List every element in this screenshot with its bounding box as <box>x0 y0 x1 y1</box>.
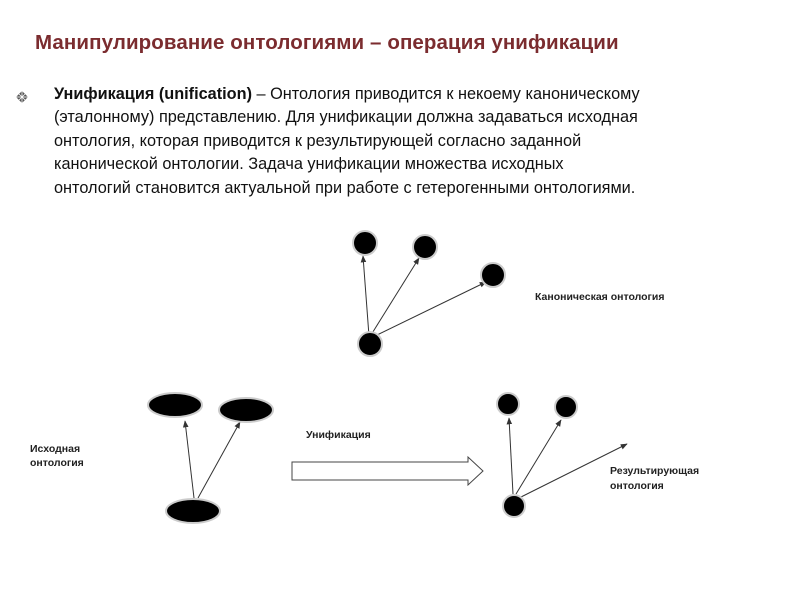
source-edge-1 <box>185 421 194 498</box>
unification-label: Унификация <box>306 429 371 441</box>
canonical-edge-2 <box>371 258 419 335</box>
canonical-edge-1 <box>363 256 369 336</box>
paragraph-line-5: онтологий становится актуальной при работе с гетерогенными онтологиями. <box>54 178 636 197</box>
result-node <box>497 393 519 415</box>
result-node <box>555 396 577 418</box>
canonical-ontology-label: Каноническая онтология <box>535 291 665 303</box>
canonical-ontology-graph <box>353 231 505 356</box>
source-ontology-graph <box>148 393 273 523</box>
canonical-node <box>353 231 377 255</box>
canonical-node <box>413 235 437 259</box>
result-ontology-label-line-2: онтология <box>610 480 664 492</box>
canonical-root-node <box>358 332 382 356</box>
source-ontology-label-line-1: Исходная <box>30 443 81 455</box>
source-ontology-label-line-2: онтология <box>30 457 84 469</box>
paragraph-line-3: онтология, которая приводится к результирующей согласно заданной <box>54 131 582 150</box>
paragraph-line-2: (эталонному) представлению. Для унификации должна задаваться исходная <box>54 108 638 127</box>
result-ontology-graph <box>497 393 627 517</box>
result-edge-1 <box>509 418 513 494</box>
definition-term: Унификация (unification) <box>54 85 252 103</box>
source-node <box>219 398 273 422</box>
canonical-node <box>481 263 505 287</box>
result-ontology-label-line-1: Результирующая <box>610 465 700 477</box>
source-edge-2 <box>198 422 240 498</box>
source-node <box>148 393 202 417</box>
paragraph-line-4: канонической онтологии. Задача унификации множества исходных <box>54 155 564 174</box>
unification-arrow-icon <box>292 457 483 485</box>
canonical-edge-3 <box>375 282 486 336</box>
source-root-node <box>166 499 220 523</box>
result-root-node <box>503 495 525 517</box>
result-edge-2 <box>516 420 561 494</box>
paragraph-text-1: – Онтология приводится к некоему каноническому <box>252 85 640 103</box>
page-title: Манипулирование онтологиями – операция унификации <box>35 31 619 54</box>
